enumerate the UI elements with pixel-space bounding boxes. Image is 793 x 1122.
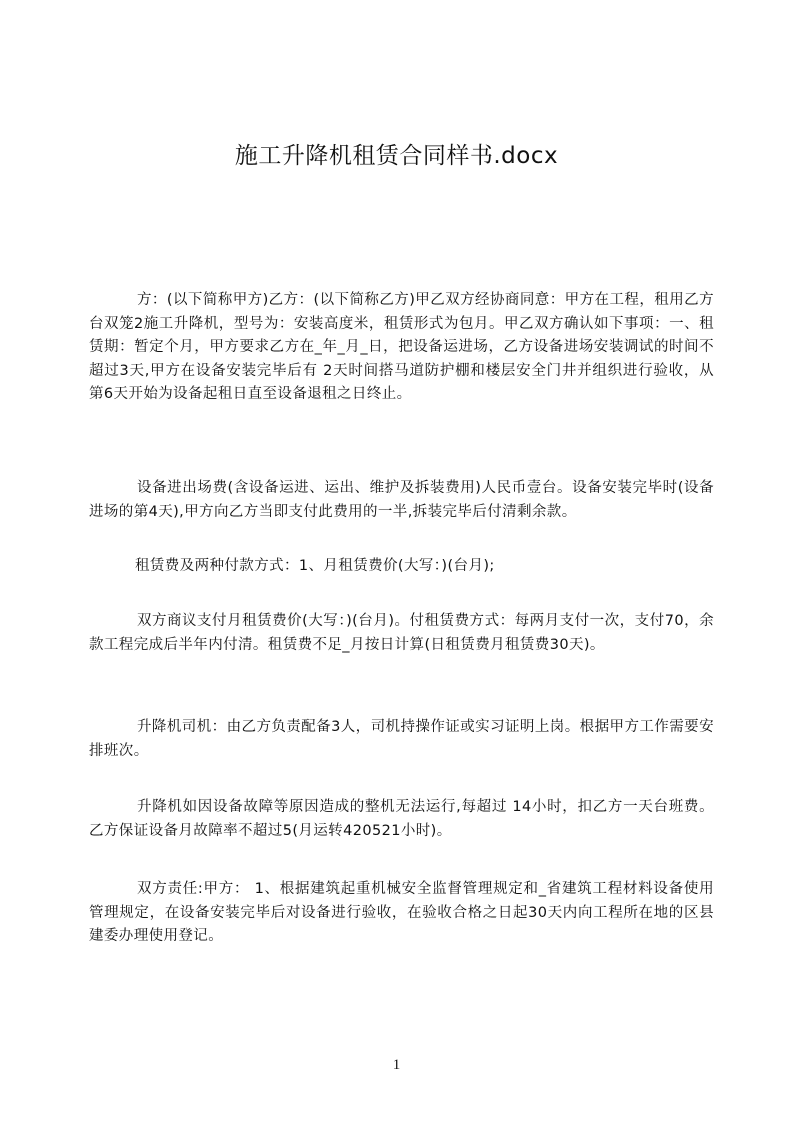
paragraph-entry-exit-fee: 设备进出场费(含设备运进、运出、维护及拆装费用)人民币壹台。设备安装完毕时(设备进场的第4天),甲方向乙方当即支付此费用的一半,拆装完毕后付清剩余款。 <box>89 480 714 520</box>
paragraph-responsibilities: 双方责任:甲方： 1、根据建筑起重机械安全监督管理规定和_省建筑工程材料设备使用管理规定，在设备安装完毕后对设备进行验收，在验收合格之日起30天内向工程所在地的区县建委办理使用登记。 <box>89 881 714 944</box>
paragraph-fault: 升降机如因设备故障等原因造成的整机无法运行,每超过 14小时，扣乙方一天台班费。乙方保证设备月故障率不超过5(月运转420521小时)。 <box>89 799 714 839</box>
document-title: 施工升降机租赁合同样书.docx <box>234 143 559 169</box>
paragraph-payment-method: 双方商议支付月租赁费价(大写：)(台月)。付租赁费方式：每两月支付一次，支付70，余款工程完成后半年内付清。租赁费不足_月按日计算(日租赁费月租赁费30天)。 <box>89 613 714 653</box>
page-number: 1 <box>392 1057 401 1073</box>
paragraph-operator: 升降机司机：由乙方负责配备3人，司机持操作证或实习证明上岗。根据甲方工作需要安排班次。 <box>89 719 714 759</box>
paragraph-lease-terms: 方：(以下简称甲方)乙方：(以下简称乙方)甲乙双方经协商同意：甲方在工程，租用乙方台双笼2施工升降机，型号为：安装高度米，租赁形式为包月。甲乙双方确认如下事项：一、租赁期：暂定个月，甲方要求乙方在_年_月_日，把设备运进场，乙方设备进场安装调试的时间不超过3天,甲方在设备安装完毕后有 2天时间搭马道防护棚和楼层安全门井并组织进行验收，从第6天开始为设备起租日直至设备退租之日终止。 <box>89 292 714 402</box>
paragraph-rental-fee: 租赁费及两种付款方式：1、月租赁费价(大写：)(台月); <box>135 558 495 574</box>
